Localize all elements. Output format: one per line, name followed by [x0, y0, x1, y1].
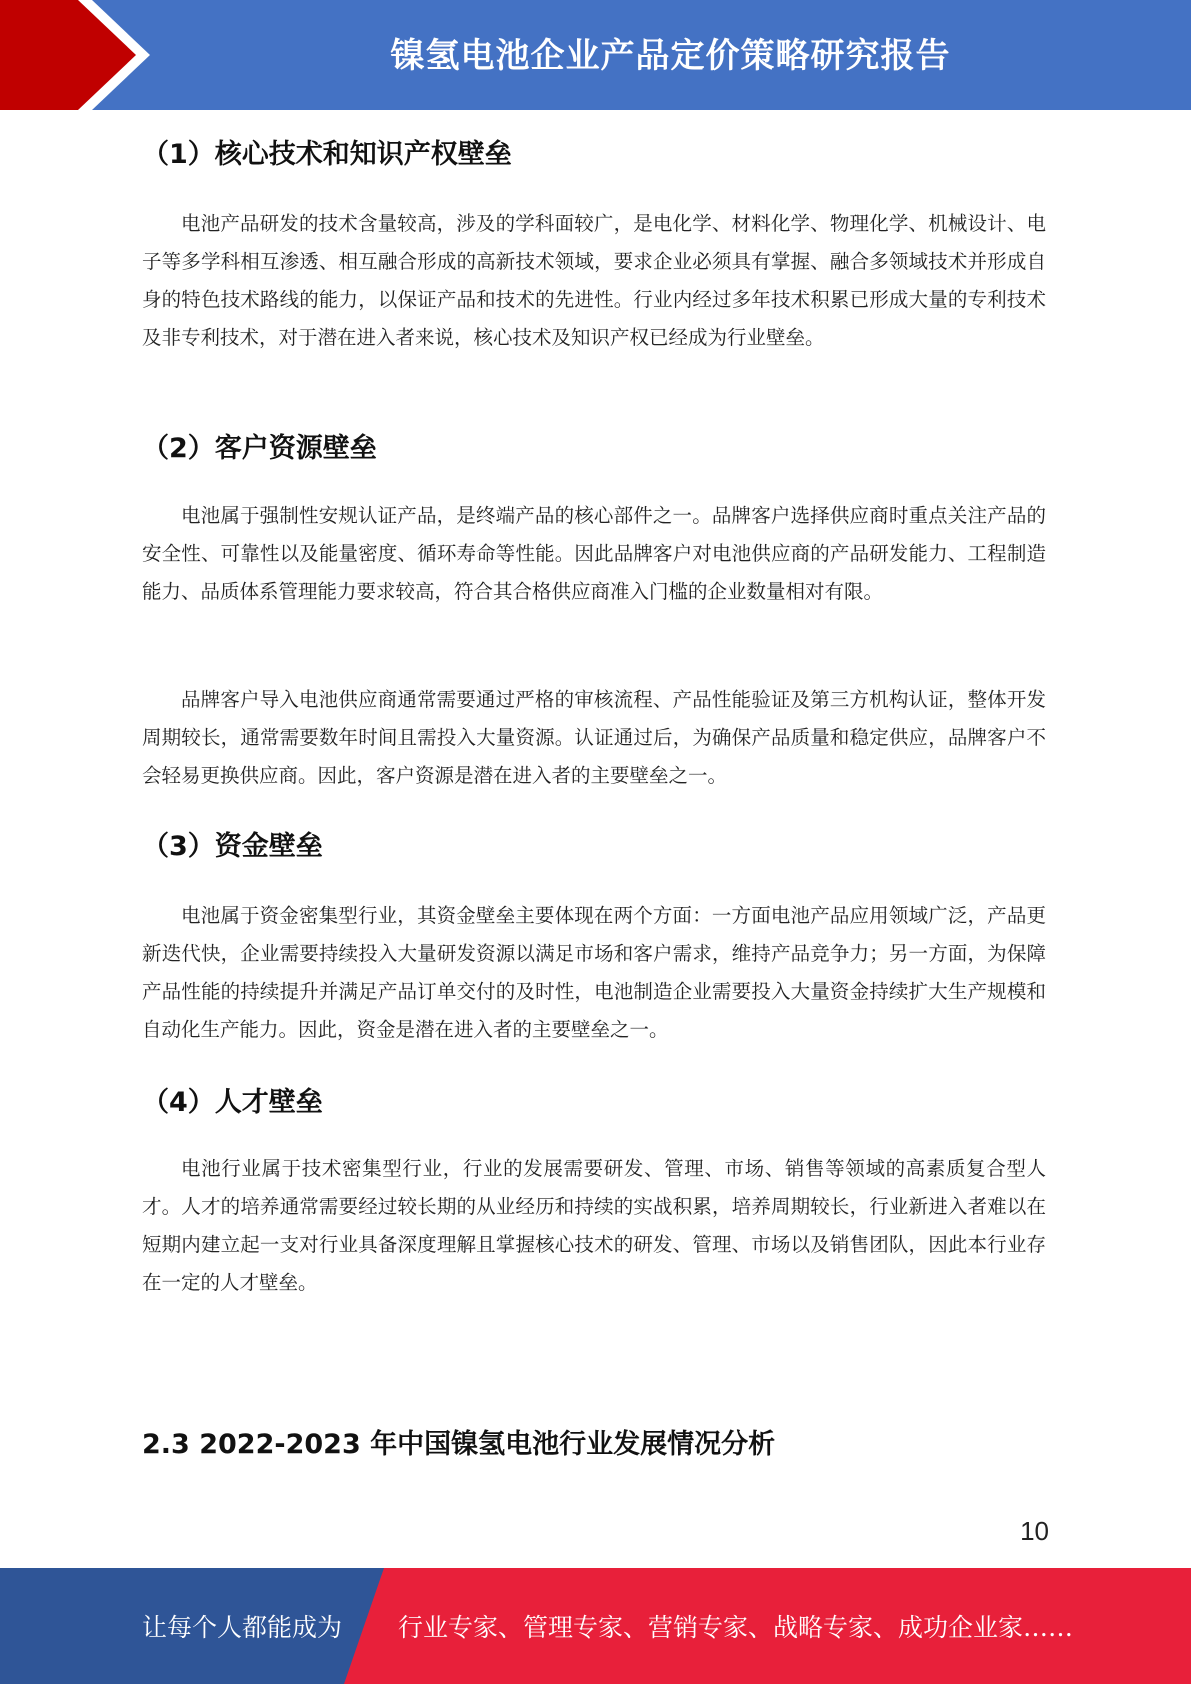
header-bar — [0, 0, 1191, 110]
footer-slogan-left: 让每个人都能成为 — [142, 1613, 343, 1642]
page-number: 10 — [1020, 1516, 1049, 1546]
paragraph: 电池属于强制性安规认证产品，是终端产品的核心部件之一。品牌客户选择供应商时重点关注产品的安全性、可靠性以及能量密度、循环寿命等性能。因此品牌客户对电池供应商的产品研发能力、工程制造能力、品质体系管理能力要求较高，符合其合格供应商准入门槛的企业数量相对有限。 — [142, 504, 1046, 603]
header-arrow-decoration — [0, 0, 160, 110]
paragraph: 品牌客户导入电池供应商通常需要通过严格的审核流程、产品性能验证及第三方机构认证，整体开发周期较长，通常需要数年时间且需投入大量资源。认证通过后，为确保产品质量和稳定供应，品牌客户不会轻易更换供应商。因此，客户资源是潜在进入者的主要壁垒之一。 — [142, 688, 1046, 787]
document-title: 镍氢电池企业产品定价策略研究报告 — [390, 35, 951, 76]
paragraph: 电池属于资金密集型行业，其资金壁垒主要体现在两个方面：一方面电池产品应用领域广泛，产品更新迭代快，企业需要持续投入大量研发资源以满足市场和客户需求，维持产品竞争力；另一方面，为保障产品性能的持续提升并满足产品订单交付的及时性，电池制造企业需要投入大量资金持续扩大生产规模和自动化生产能力。因此，资金是潜在进入者的主要壁垒之一。 — [142, 904, 1046, 1041]
section-heading-1: （1）核心技术和知识产权壁垒 — [142, 139, 512, 170]
paragraph: 电池产品研发的技术含量较高，涉及的学科面较广，是电化学、材料化学、物理化学、机械设计、电子等多学科相互渗透、相互融合形成的高新技术领域，要求企业必须具有掌握、融合多领域技术并形成自身的特色技术路线的能力，以保证产品和技术的先进性。行业内经过多年技术积累已形成大量的专利技术及非专利技术，对于潜在进入者来说，核心技术及知识产权已经成为行业壁垒。 — [142, 212, 1046, 349]
section-heading-2: （2）客户资源壁垒 — [142, 433, 377, 464]
section-heading-4: （4）人才壁垒 — [142, 1087, 323, 1118]
paragraph: 电池行业属于技术密集型行业，行业的发展需要研发、管理、市场、销售等领域的高素质复合型人才。人才的培养通常需要经过较长期的从业经历和持续的实战积累，培养周期较长，行业新进入者难以在短期内建立起一支对行业具备深度理解且掌握核心技术的研发、管理、市场以及销售团队，因此本行业存在一定的人才壁垒。 — [142, 1157, 1046, 1294]
footer-bar — [0, 1568, 1191, 1684]
next-section-heading: 2.3 2022-2023 年中国镍氢电池行业发展情况分析 — [142, 1429, 776, 1460]
footer-slogan-right: 行业专家、管理专家、营销专家、战略专家、成功企业家…… — [398, 1613, 1074, 1642]
section-heading-3: （3）资金壁垒 — [142, 831, 323, 862]
